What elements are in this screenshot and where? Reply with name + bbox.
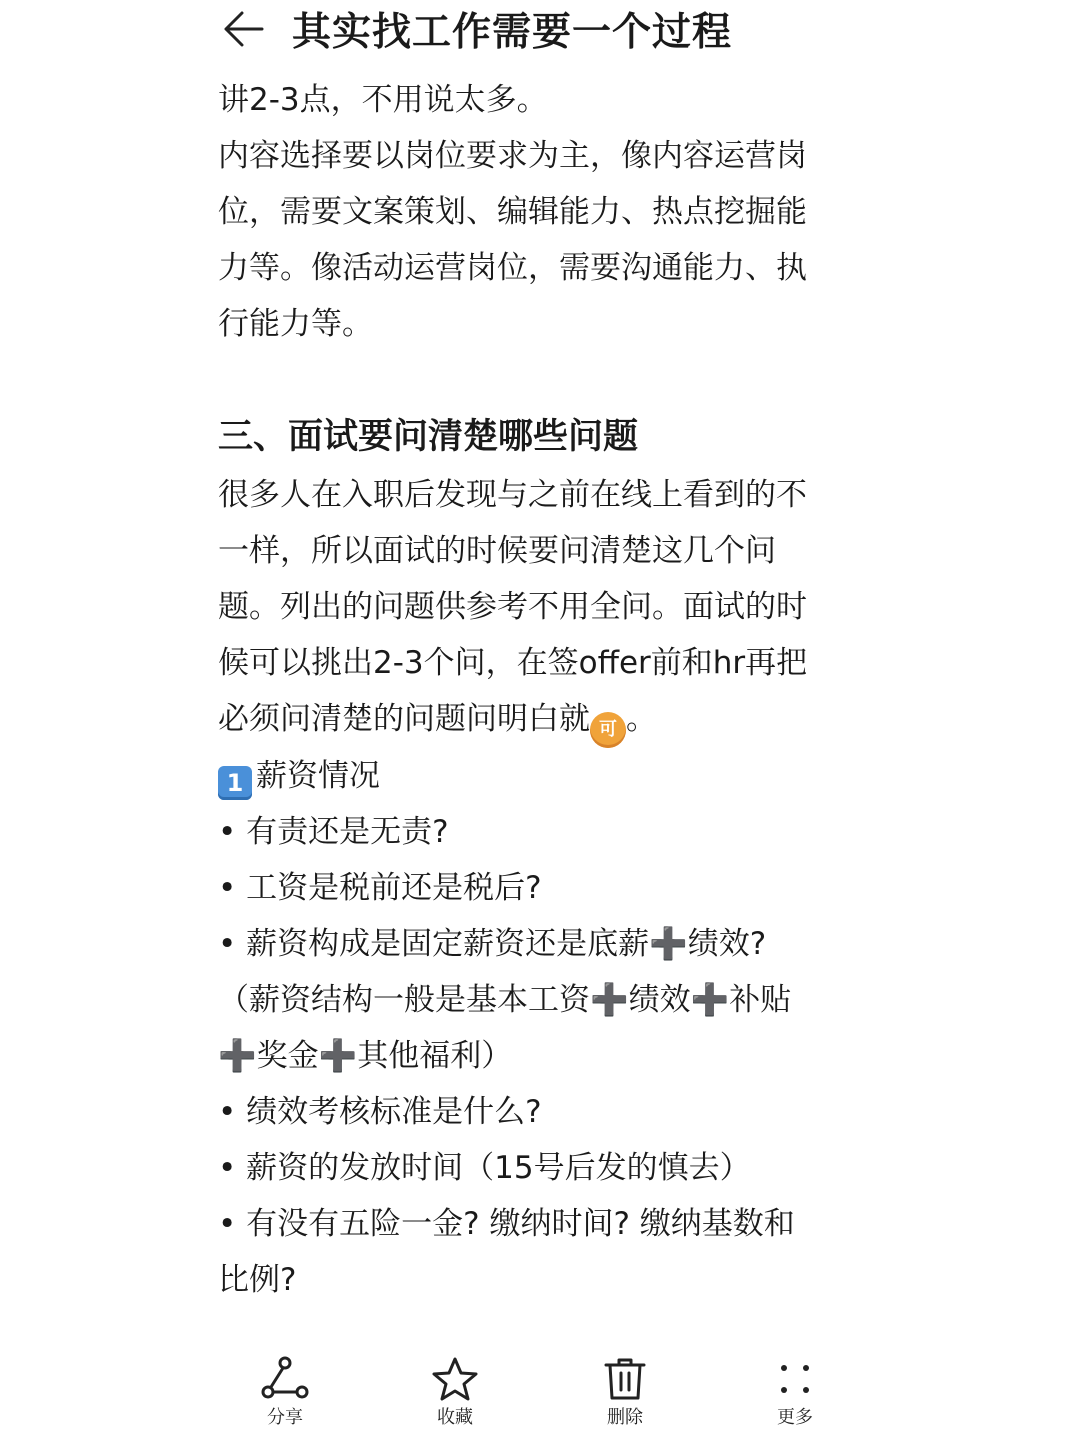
paragraph-line (218, 691, 858, 748)
paragraph-text: 必须问清楚的问题问明白就 (218, 701, 590, 737)
paragraph-line: 内容选择要以岗位要求为主，像内容运营岗 (218, 138, 807, 174)
paragraph-line: 讲2-3点，不用说太多。 (218, 82, 548, 118)
star-icon (430, 1356, 480, 1402)
more-label: 更多 (777, 1407, 813, 1428)
page-title: 其实找工作需要一个过程 (292, 10, 733, 55)
list-item: • 薪资构成是固定薪资还是底薪➕绩效? (218, 926, 767, 962)
more-button[interactable] (740, 1356, 850, 1430)
delete-button[interactable] (570, 1356, 680, 1430)
paragraph-line: 力等。像活动运营岗位，需要沟通能力、执 (218, 250, 807, 286)
paragraph-line: 候可以挑出2-3个问，在签offer前和hr再把 (218, 645, 808, 681)
list-item: • 薪资的发放时间（15号后发的慎去） (218, 1150, 751, 1186)
keycap-one-icon: 1 (218, 766, 252, 800)
share-icon (260, 1356, 310, 1402)
more-dots-icon (770, 1356, 820, 1402)
list-item: （薪资结构一般是基本工资➕绩效➕补贴 (218, 982, 792, 1018)
arrow-left-icon[interactable] (218, 5, 266, 53)
paragraph-line: 题。列出的问题供参考不用全问。面试的时 (218, 589, 807, 625)
paragraph-line: 位，需要文案策划、编辑能力、热点挖掘能 (218, 194, 807, 230)
list-item: • 绩效考核标准是什么? (218, 1094, 542, 1130)
share-label: 分享 (267, 1407, 303, 1428)
share-button[interactable] (230, 1356, 340, 1430)
list-item: • 有没有五险一金? 缴纳时间? 缴纳基数和 (218, 1206, 795, 1242)
subheading-text: 薪资情况 (256, 758, 380, 794)
paragraph-line: 行能力等。 (218, 306, 373, 342)
paragraph-text-end: 。 (626, 701, 657, 737)
favorite-label: 收藏 (437, 1407, 473, 1428)
list-item: ➕奖金➕其他福利） (218, 1038, 513, 1074)
article-body (218, 72, 858, 1308)
section-heading: 三、面试要问清楚哪些问题 (218, 417, 639, 457)
list-item: 比例? (218, 1262, 297, 1298)
subheading (218, 748, 858, 804)
list-item: • 工资是税前还是税后? (218, 870, 542, 906)
ke-emoji-icon: 可 (590, 712, 626, 748)
header-bar (218, 0, 732, 58)
paragraph-line: 一样，所以面试的时候要问清楚这几个问 (218, 533, 776, 569)
delete-label: 删除 (607, 1407, 643, 1428)
trash-icon (600, 1356, 650, 1402)
favorite-button[interactable] (400, 1356, 510, 1430)
paragraph-line: 很多人在入职后发现与之前在线上看到的不 (218, 477, 807, 513)
list-item: • 有责还是无责? (218, 814, 449, 850)
bottom-toolbar (200, 1356, 880, 1440)
